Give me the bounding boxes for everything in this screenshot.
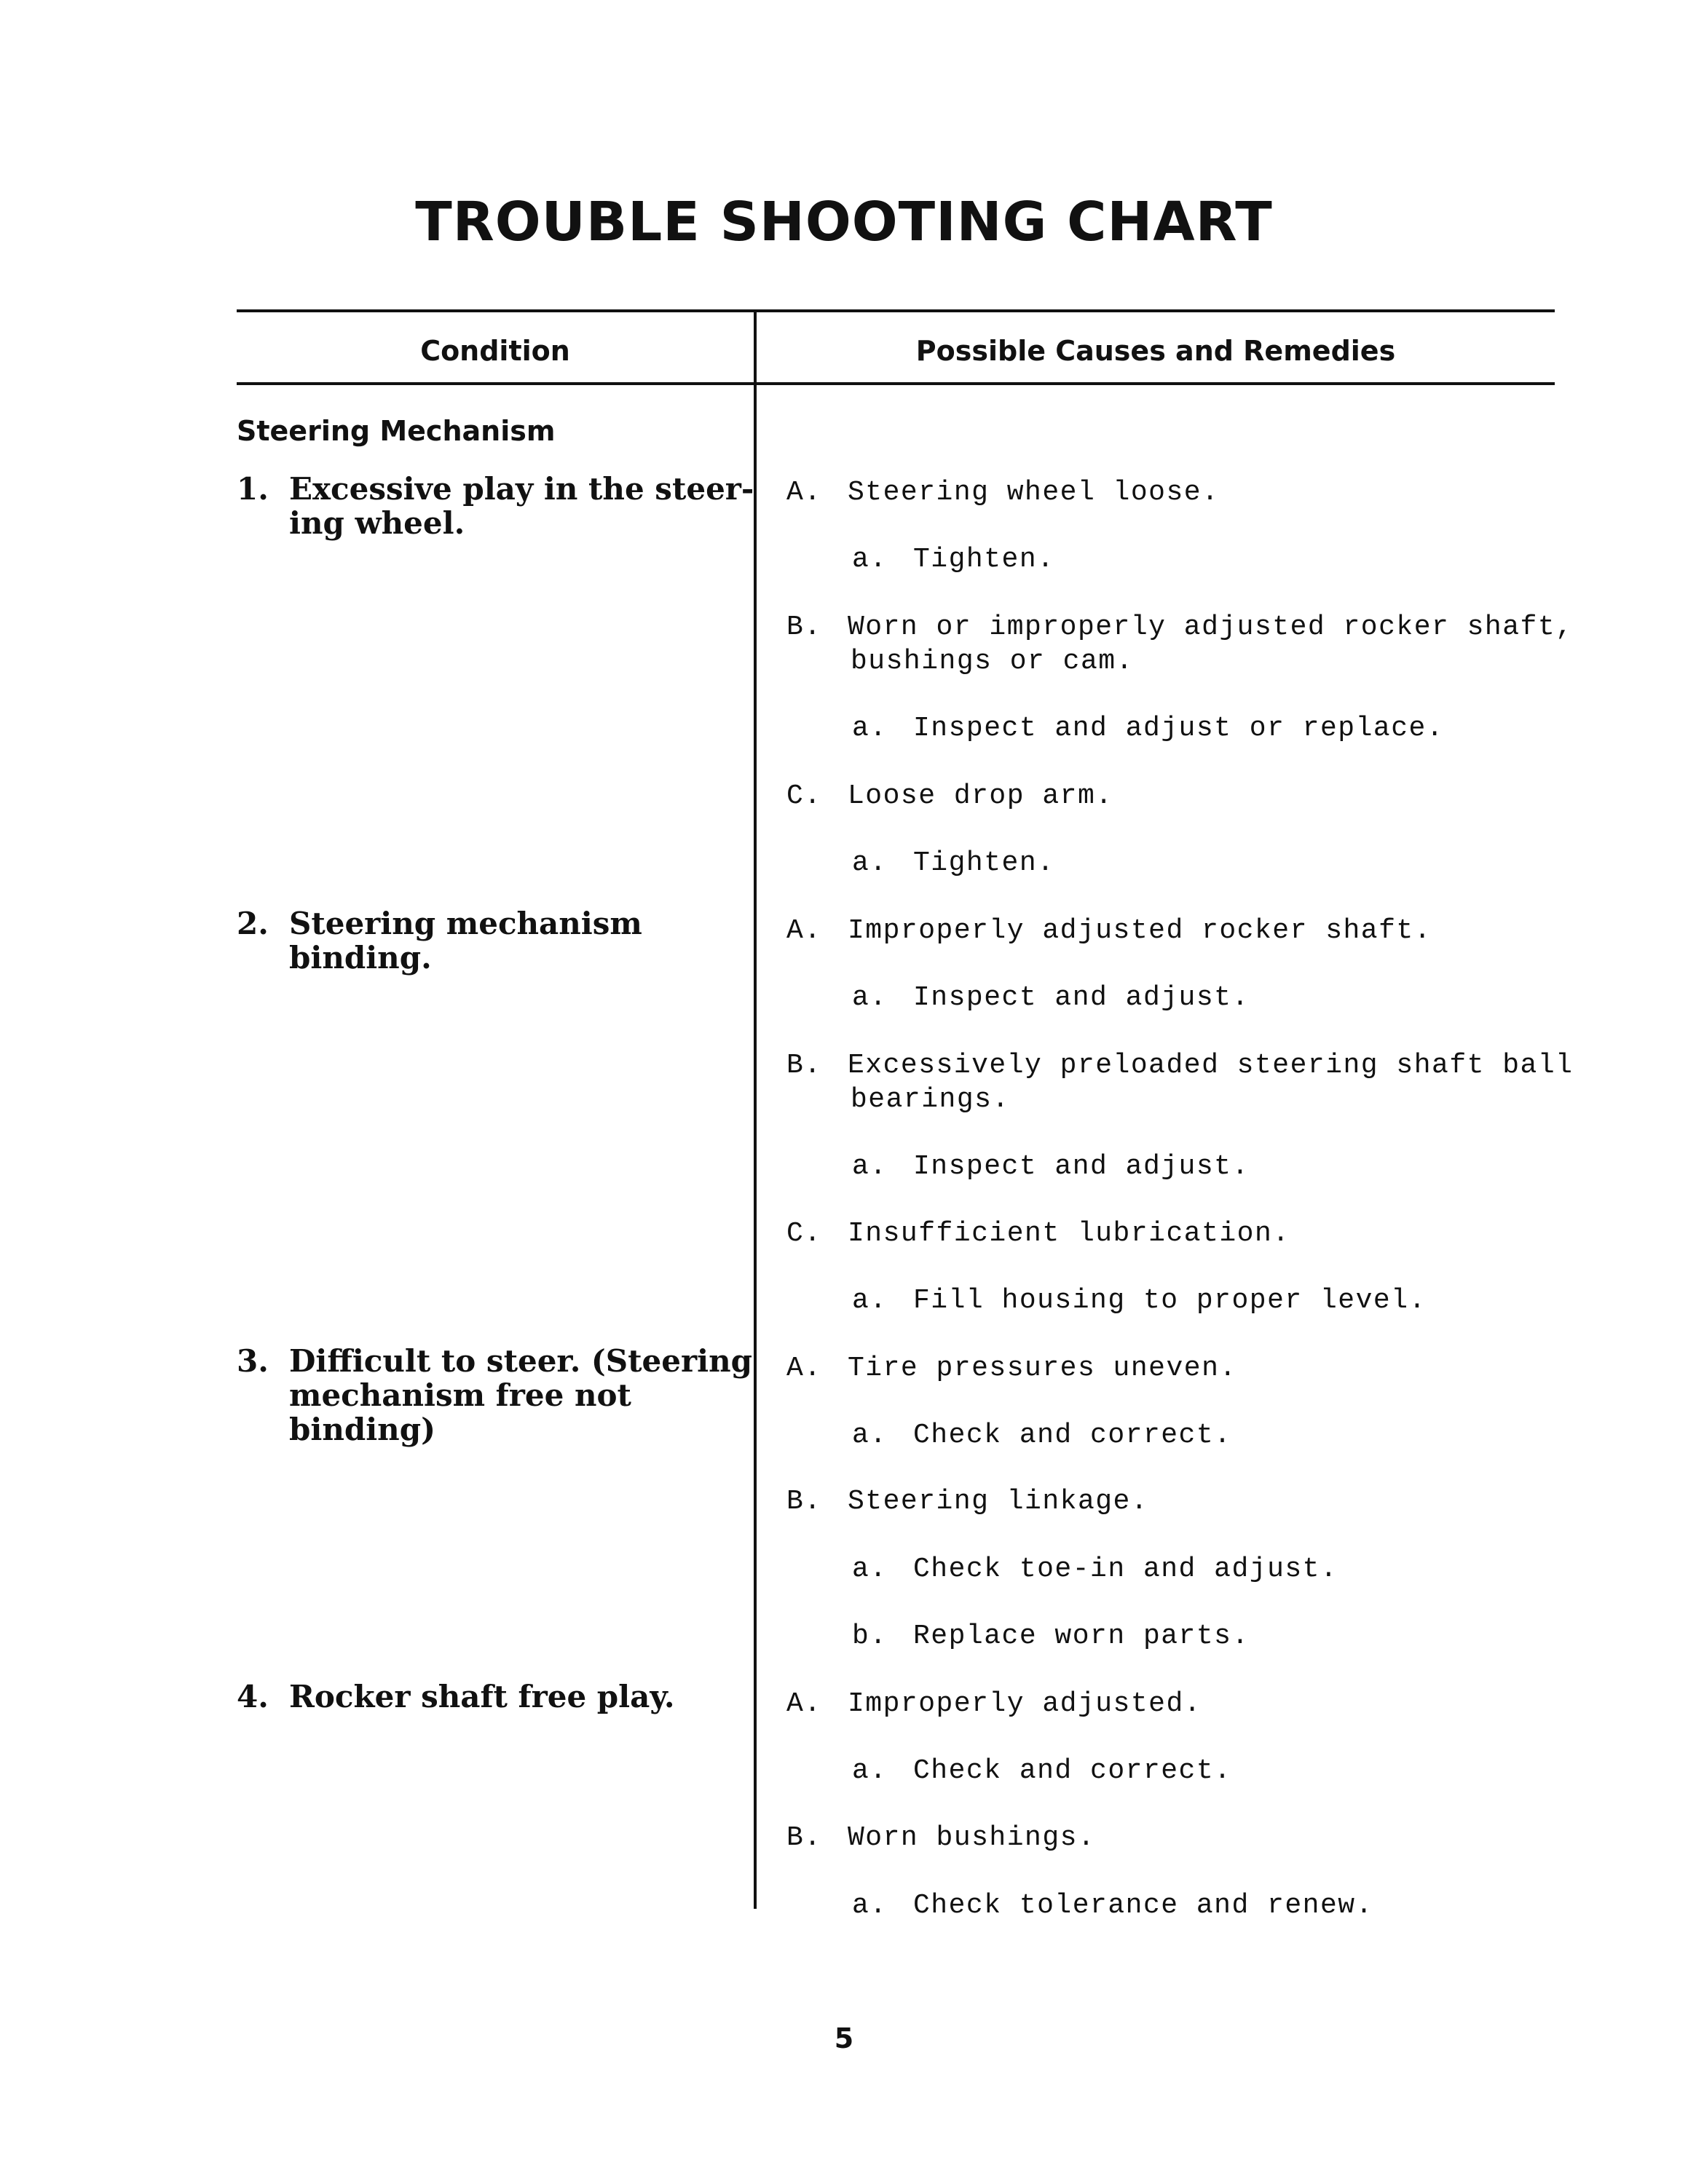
remedy-text: Check and correct. [913, 1420, 1232, 1451]
remedy-text: Inspect and adjust. [913, 1151, 1250, 1182]
remedy-label: a. [852, 1755, 888, 1787]
remedy-label: a. [852, 847, 888, 879]
remedy-text: Inspect and adjust. [913, 982, 1250, 1013]
remedy-label: a. [852, 1285, 888, 1316]
remedy-label: a. [852, 982, 888, 1013]
condition-text: Excessive play in the steer- ing wheel. [289, 471, 754, 541]
section-heading: Steering Mechanism [237, 415, 556, 447]
page-number: 5 [834, 2022, 854, 2054]
cause-text: Loose drop arm. [848, 780, 1113, 812]
remedy-text: Replace worn parts. [913, 1621, 1250, 1652]
cause-text: Steering linkage. [848, 1486, 1149, 1517]
column-header-condition: Condition [420, 335, 570, 367]
remedy-text: Fill housing to proper level. [913, 1285, 1427, 1316]
condition-number: 1. [237, 471, 269, 507]
remedy-label: b. [852, 1621, 888, 1652]
cause-text: Worn or improperly adjusted rocker shaft, [848, 612, 1574, 643]
remedy-label: a. [852, 1890, 888, 1921]
table-top-rule [237, 309, 1555, 312]
column-divider [754, 311, 757, 1909]
cause-text-continued: bushings or cam. [851, 646, 1134, 677]
remedy-text: Inspect and adjust or replace. [913, 713, 1445, 744]
condition-number: 3. [237, 1343, 269, 1379]
cause-label: C. [786, 780, 822, 812]
condition-number: 2. [237, 906, 269, 941]
cause-label: B. [786, 612, 822, 643]
remedy-label: a. [852, 1151, 888, 1182]
cause-label: B. [786, 1050, 822, 1081]
cause-text: Steering wheel loose. [848, 477, 1220, 508]
cause-label: C. [786, 1218, 822, 1249]
cause-label: A. [786, 1353, 822, 1384]
cause-label: A. [786, 477, 822, 508]
remedy-text: Check toe-in and adjust. [913, 1554, 1338, 1585]
cause-label: B. [786, 1486, 822, 1517]
cause-text: Improperly adjusted. [848, 1688, 1202, 1720]
remedy-label: a. [852, 1420, 888, 1451]
remedy-label: a. [852, 544, 888, 575]
cause-text: Worn bushings. [848, 1822, 1096, 1853]
remedy-text: Check tolerance and renew. [913, 1890, 1373, 1921]
page-title: TROUBLE SHOOTING CHART [415, 191, 1273, 253]
cause-text: Excessively preloaded steering shaft ball [848, 1050, 1574, 1081]
condition-number: 4. [237, 1679, 269, 1714]
cause-text: Insufficient lubrication. [848, 1218, 1290, 1249]
table-header-rule [237, 382, 1555, 385]
cause-label: B. [786, 1822, 822, 1853]
condition-text: Difficult to steer. (Steering mechanism free not binding) [289, 1343, 752, 1447]
remedy-label: a. [852, 1554, 888, 1585]
cause-text: Tire pressures uneven. [848, 1353, 1237, 1384]
column-header-remedies: Possible Causes and Remedies [915, 335, 1396, 367]
remedy-text: Tighten. [913, 544, 1055, 575]
remedy-text: Tighten. [913, 847, 1055, 879]
remedy-text: Check and correct. [913, 1755, 1232, 1787]
cause-text: Improperly adjusted rocker shaft. [848, 915, 1432, 946]
remedy-label: a. [852, 713, 888, 744]
cause-text-continued: bearings. [851, 1084, 1010, 1115]
cause-label: A. [786, 915, 822, 946]
condition-text: Steering mechanism binding. [289, 906, 642, 976]
cause-label: A. [786, 1688, 822, 1720]
condition-text: Rocker shaft free play. [289, 1679, 675, 1714]
